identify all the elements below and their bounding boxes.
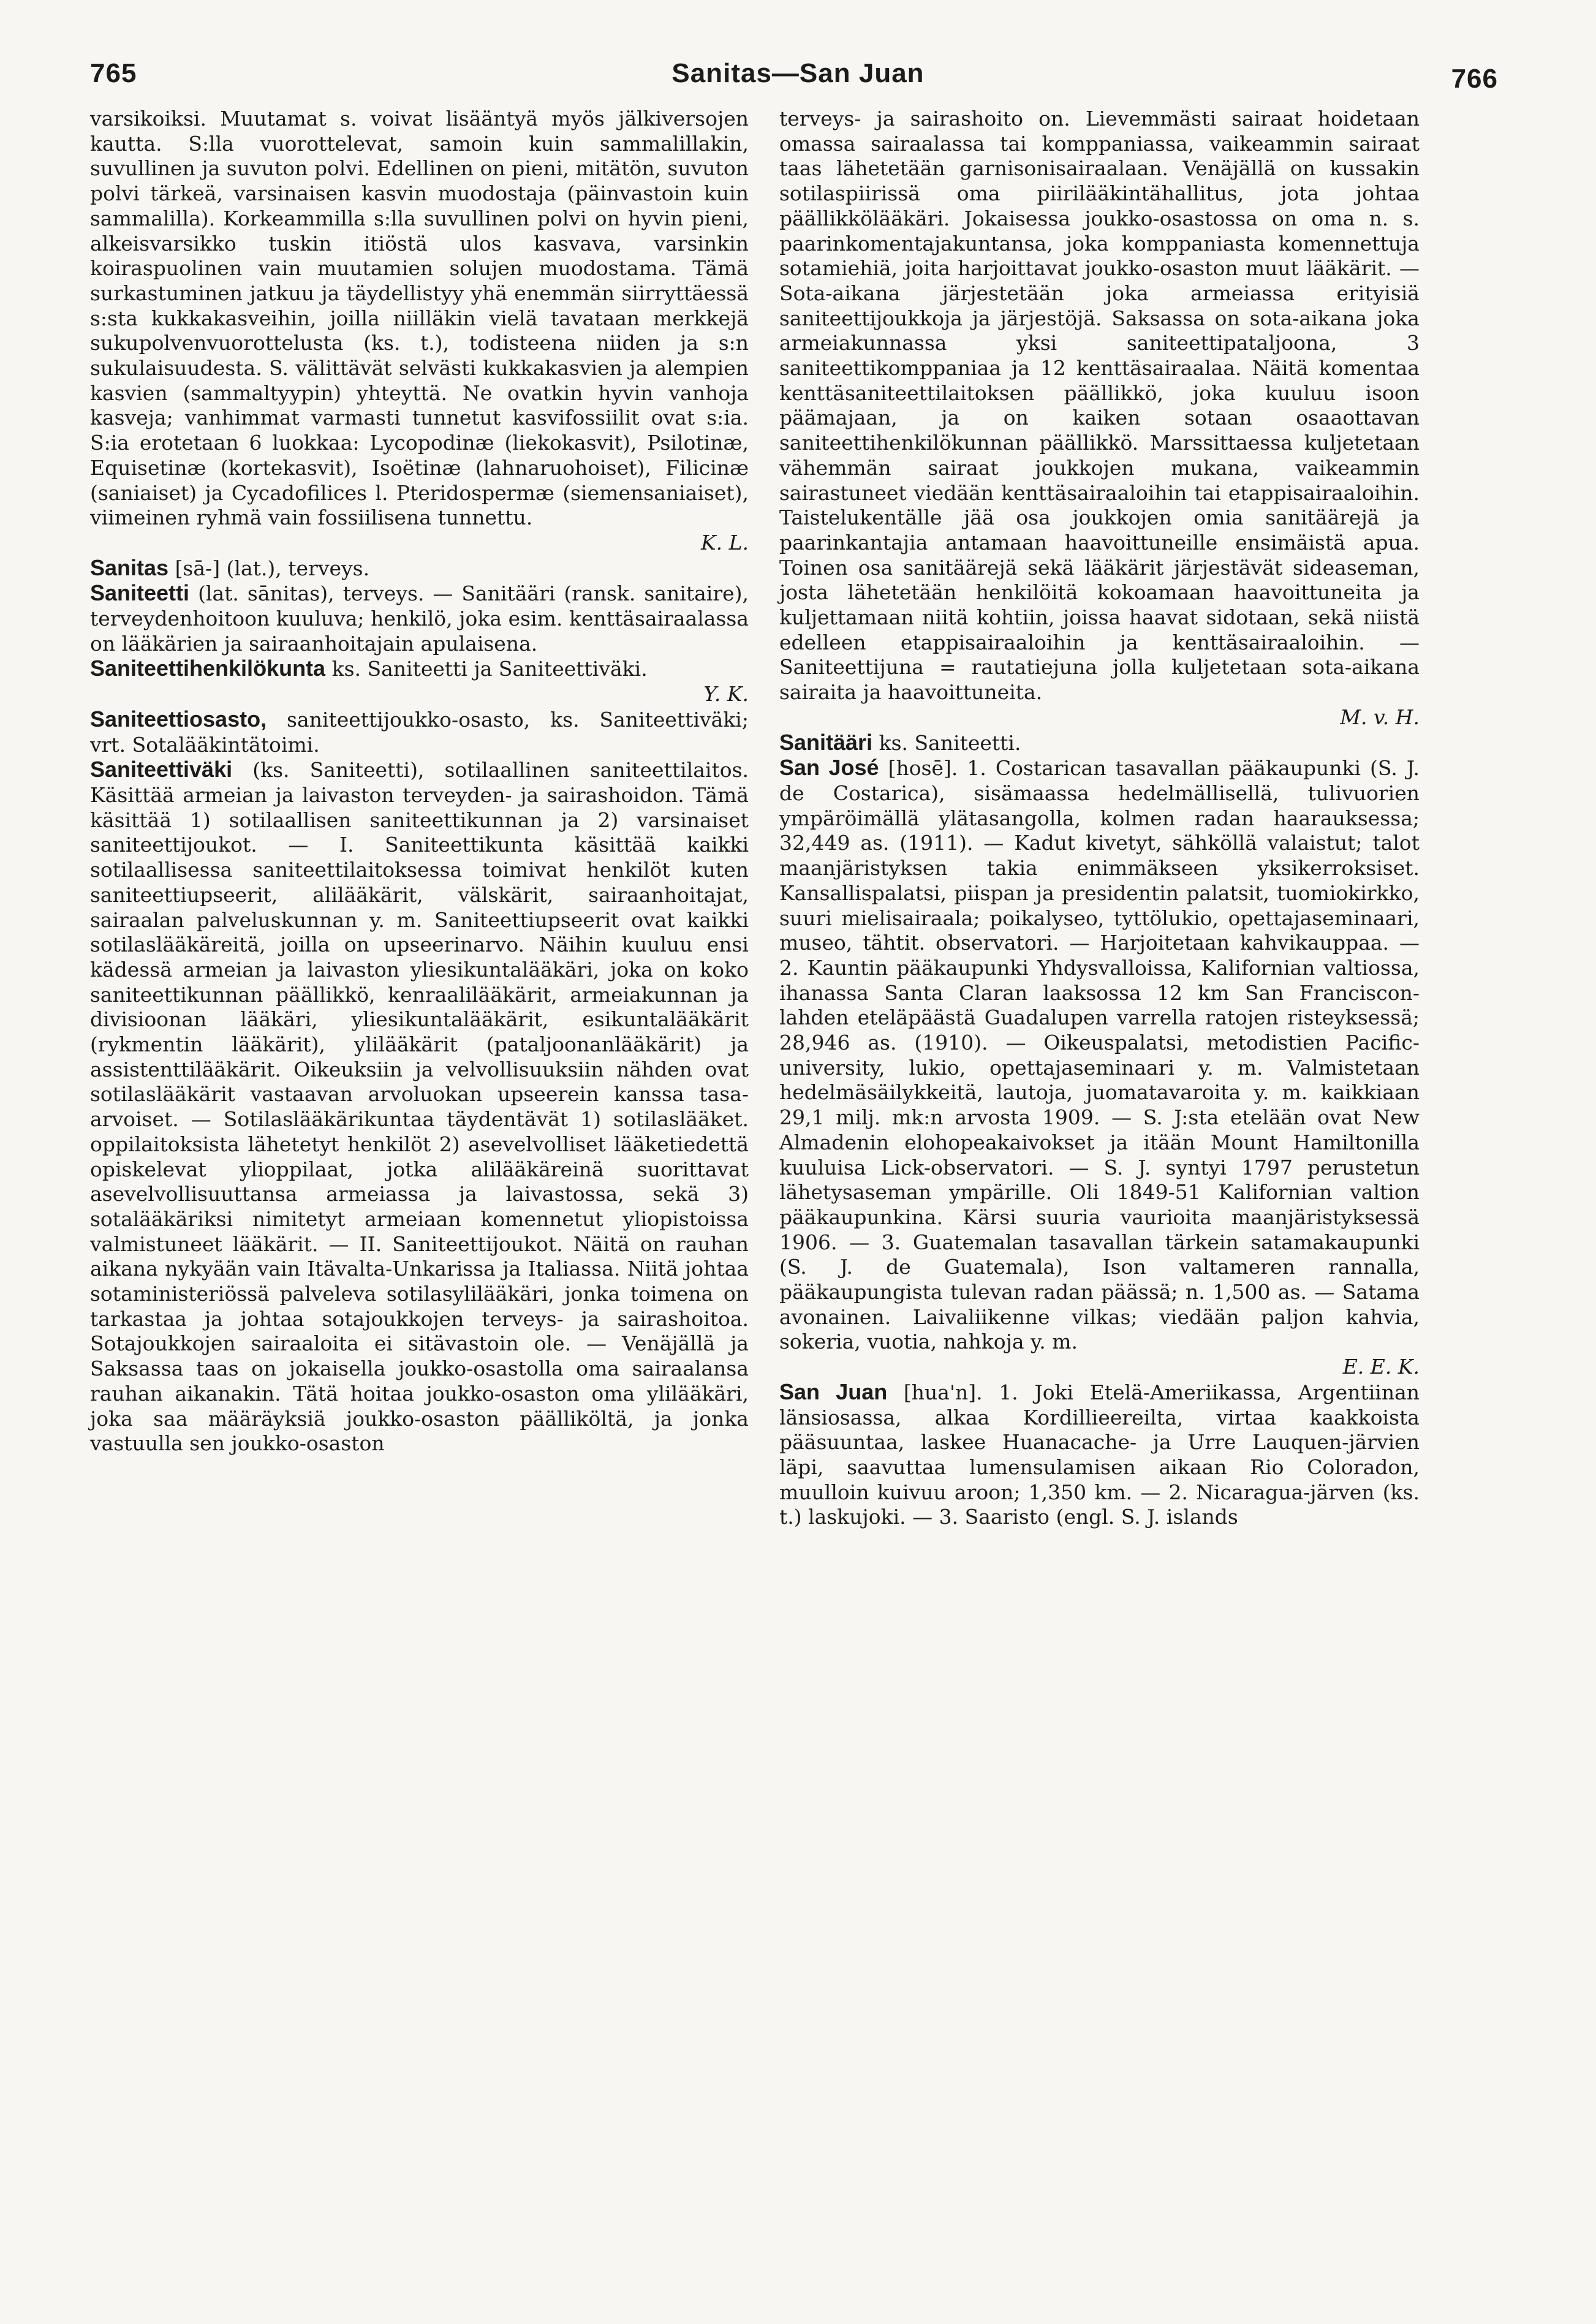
entry-sanitaari (779, 730, 1420, 756)
right-column (779, 107, 1420, 1530)
headword: Saniteettiosasto, (90, 706, 267, 732)
entry-text: (ks. Saniteetti), sotilaallinen saniteettilaitos. Käsittää armeian ja laivaston terveyden- ja sairashoidon. Tämä käsittää 1) sotilaallisen saniteettikunnan ja 2) varsinaiset saniteettijoukot. — I. Saniteettikunta käsittää kaikki sotilaallisessa saniteettilaitoksessa toimivat henkilöt kuten saniteettiupseerit, alilääkärit, välskärit, sairaanhoitajat, sairaalan palveluskunnan y. m. Saniteettiupseerit ovat kaikki sotilaslääkäreitä, joilla on upseerinarvo. Näihin kuuluu ensi kädessä armeian ja laivaston yliesikuntalääkäri, joka on koko saniteettikunnan päällikkö, kenraalilääkärit, armeiakunnan ja divisioonan lääkäri, yliesikuntalääkärit, esikuntalääkärit (rykmentin lääkärit), ylilääkärit (pataljoonanlääkärit) ja assistenttilääkärit. Oikeuksiin ja velvollisuuksiin nähden ovat sotilaslääkärit vastaavan arvoluokan upseerein kanssa tasa-arvoiset. — Sotilaslääkärikuntaa täydentävät 1) sotilaslääket. oppilaitoksista lähetetyt henkilöt 2) asevelvolliset lääketiedettä opiskelevat ylioppilaat, jotka alilääkäreinä suorittavat asevelvollisuuttansa armeiassa ja laivastossa, sekä 3) sotalääkäriksi nimitetyt armeiaan komennetut yliopistoissa valmistuneet lääkärit. — II. Saniteettijoukot. Näitä on rauhan aikana nykyään vain Itävalta-Unkarissa ja Italiassa. Niitä johtaa sotaministeriössä palveleva sotilasylilääkäri, jonka toimena on tarkastaa ja johtaa sotajoukkojen terveys- ja sairashoitoa. Sotajoukkojen sairaaloita ei sitävastoin ole. — Venäjällä ja Saksassa taas on jokaisella joukko-osastolla oma sairaalansa rauhan aikanakin. Tätä hoitaa joukko-osaston oma ylilääkäri, joka saa määräyksiä joukko-osaston päälliköltä, ja jonka vastuulla sen joukko-osaston (90, 758, 749, 1456)
entry-text: ks. Saniteetti. (879, 730, 1021, 755)
headword: Saniteettiväki (90, 757, 233, 782)
entry-text: [hosē]. 1. Costarican tasavallan pääkaupunki (S. J. de Costarica), sisämaassa hedelmällisellä, tulivuorien ympäröimällä ylätasangolla, kolmen radan haarauksessa; 32,449 as. (1911). — Kadut kivetyt, sähköllä valaistut; talot maanjäristyksen takia enimmäkseen yksikerroksiset. Kansallispalatsi, piispan ja presidentin palatsit, tuomiokirkko, suuri mielisairaala; poikalyseo, tyttölukio, opettajaseminaari, museo, tähtit. observatori. — Harjoitetaan kahvikauppaa. — 2. Kauntin pääkaupunki Yhdysvalloissa, Kalifornian valtiossa, ihanassa Santa Claran laaksossa 12 km San Franciscon-lahden eteläpäästä Guadalupen varrella ratojen risteyksessä; 28,946 as. (1910). — Oikeuspalatsi, metodistien Pacific-university, lukio, opettajaseminaari y. m. Valmistetaan hedelmäsäilykkeitä, lautoja, juomatavaroita y. m. kaikkiaan 29,1 milj. mk:n arvosta 1909. — S. J:sta etelään ovat New Almadenin elohopeakaivokset ja itään Mount Hamiltonilla kuuluisa Lick-observatori. — S. J. syntyi 1797 perustetun lähetysaseman ympärille. Oli 1849-51 Kalifornian valtion pääkaupunkina. Kärsi suuria vaurioita maanjäristyksessä 1906. — 3. Guatemalan tasavallan tärkein satamakaupunki (S. J. de Guatemala), Ison valtameren rannalla, pääkaupungista tulevan radan päässä; n. 1,500 as. — Satama avonainen. Laivaliikenne vilkas; viedään paljon kahvia, sokeria, vuotia, nahkoja y. m. (779, 756, 1420, 1354)
entry-text: [sā-] (lat.), terveys. (175, 556, 370, 580)
left-column (90, 107, 749, 1456)
entry-saniteetti (90, 581, 749, 656)
headword: Sanitääri (779, 729, 873, 755)
entry-text: (lat. sānitas), terveys. — Sanitääri (ransk. sanitaire), terveydenhoitoon kuuluva; henkilö, joka esim. kenttäsairaalassa on lääkärien ja sairaanhoitajain apulaisena. (90, 581, 749, 656)
headword: San José (779, 755, 879, 781)
headword: San Juan (779, 1379, 888, 1404)
headword: Saniteetti (90, 580, 190, 606)
signature: K. L. (700, 530, 749, 555)
page-number-right: 766 (1451, 64, 1498, 94)
signature: Y. K. (703, 682, 749, 706)
page-number-left: 765 (90, 58, 137, 88)
entry-saniteettiosasto (90, 707, 749, 757)
entry-san-jose (779, 755, 1420, 1355)
headword: Sanitas (90, 555, 169, 580)
paragraph: varsikoiksi. Muutamat s. voivat lisääntyä myös jälkiversojen kautta. S:lla vuorottelevat, samoin kuin sammalillakin, suvullinen ja suvuton polvi. Edellinen on pieni, mitätön, suvuton polvi tärkeä, varsinaisen kasvin muodostaja (päinvastoin kuin sammalilla). Korkeammilla s:lla suvullinen polvi on hyvin pieni, alkeisvarsikko tuskin itiöstä ulos kasvava, varsinkin koiraspuolinen vain muutamien solujen muodostama. Tämä surkastuminen jatkuu ja täydellistyy yhä enemmän siirryttäessä s:sta kukkakasveihin, joilla niilläkin vielä tavataan merkkejä sukupolvenvuorottelusta (ks. t.), todisteena niiden ja s:n sukulaisuudesta. S. välittävät selvästi kukkakasvien ja alempien kasvien (sammaltyypin) yhteyttä. Ne ovatkin hyvin vanhoja kasveja; vanhimmat varmasti tunnetut kasvifossiilit ovat s:ia. S:ia erotetaan 6 luokkaa: Lycopodinæ (liekokasvit), Psilotinæ, Equisetinæ (kortekasvit), Isoëtinæ (lahnaruohoiset), Filicinæ (saniaiset) ja Cycadofilices l. Pteridospermæ (siemensaniaiset), viimeinen ryhmä vain fossiilisena tunnettu. (90, 107, 749, 530)
running-title: Sanitas—San Juan (671, 58, 925, 88)
signature: E. E. K. (1342, 1355, 1420, 1379)
entry-text: saniteettijoukko-osasto, ks. Saniteettiväki; vrt. Sotalääkintätoimi. (90, 707, 749, 757)
paragraph: terveys- ja sairashoito on. Lievemmästi sairaat hoidetaan omassa sairaalassa tai komppaniassa, vaikeammin sairaat taas lähetetään garnisonisairaalaan. Venäjällä on kussakin sotilaspiirissä oma piirilääkintähallitus, jota johtaa päällikkölääkäri. Jokaisessa joukko-osastossa on oma n. s. paarinkomentajakuntansa, joka komppaniasta komennettuja sotamiehiä, joita harjoittavat joukko-osaston muut lääkärit. — Sota-aikana järjestetään joka armeiassa erityisiä saniteettijoukkoja ja järjestöjä. Saksassa on sota-aikana joka armeiakunnassa yksi saniteettipataljoona, 3 saniteettikomppaniaa ja 12 kenttäsairaalaa. Näitä komentaa kenttäsaniteettilaitoksen päällikkö, joka kuuluu isoon päämajaan, ja on kaiken sotaan osaaottavan saniteettihenkilökunnan päällikkö. Marssittaessa kuljetetaan vähemmän sairaat joukkojen mukana, vaikeammin sairastuneet viedään kenttäsairaaloihin tai etappisairaaloihin. Taistelukentälle jää osa joukkojen omia sanitäärejä ja paarinkantajia antamaan haavoittuneille ensimäistä apua. Toinen osa sanitäärejä sekä lääkärit järjestävät sideaseman, josta lähetetään henkilöitä kokoamaan haavoittuneita ja kuljettamaan niitä kohtiin, joissa haavat sidotaan, sekä niistä edelleen etappisairaaloihin ja kenttäsairaaloihin. — Saniteettijuna = rautatiejuna jolla kuljetetaan sota-aikana sairaita ja haavoittuneita. (779, 107, 1420, 705)
entry-saniteettihenkilokunta (90, 656, 749, 682)
entry-saniteettivaki (90, 757, 749, 1456)
entry-sanitas (90, 556, 749, 581)
entry-text: [hua'n]. 1. Joki Etelä-Ameriikassa, Argentiinan länsiosassa, alkaa Kordillieereilta, virtaa kaakkoista pääsuuntaa, laskee Huanacache- ja Urre Lauquen-järvien läpi, saavuttaa lumensulamisen aikaan Rio Coloradon, muulloin kuivuu aroon; 1,350 km. — 2. Nicaragua-järven (ks. t.) laskujoki. — 3. Saaristo (engl. S. J. islands (779, 1380, 1420, 1529)
headword: Saniteettihenkilökunta (90, 656, 326, 681)
entry-san-juan (779, 1380, 1420, 1530)
entry-text: ks. Saniteetti ja Saniteettiväki. (331, 657, 648, 681)
signature: M. v. H. (1340, 705, 1420, 729)
